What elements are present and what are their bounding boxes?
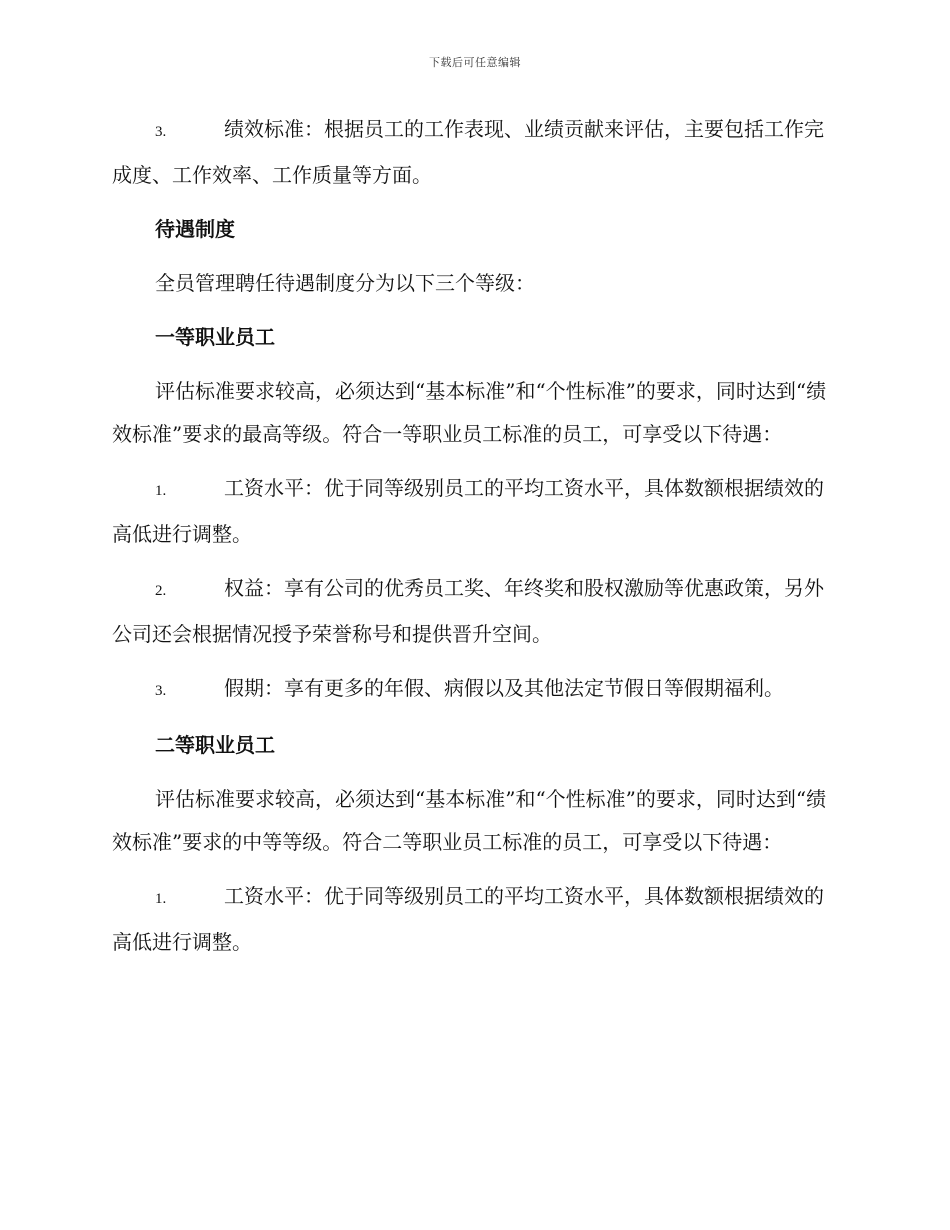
list-item-text: 假期：享有更多的年假、病假以及其他法定节假日等假期福利。	[224, 676, 784, 700]
paragraph-first-class: 评估标准要求较高，必须达到“基本标准”和“个性标准”的要求，同时达到“绩效标准”要求的最高等级。符合一等职业员工标准的员工，可享受以下待遇：	[112, 379, 827, 446]
list-item-performance-standard	[112, 108, 834, 197]
paragraph-intro: 全员管理聘任待遇制度分为以下三个等级：	[155, 271, 535, 295]
list-number: 3.	[155, 124, 167, 140]
list-number: 3.	[155, 683, 167, 699]
list-number: 2.	[155, 583, 167, 599]
list-item-holidays	[112, 667, 834, 713]
list-number: 1.	[155, 483, 167, 499]
list-item-salary-second	[112, 875, 834, 964]
section-heading-treatment: 待遇制度	[155, 217, 235, 241]
section-heading-second-class: 二等职业员工	[155, 733, 275, 757]
list-item-text: 工资水平：优于同等级别员工的平均工资水平，具体数额根据绩效的高低进行调整。	[112, 476, 824, 546]
list-number: 1.	[155, 891, 167, 907]
list-item-text: 绩效标准：根据员工的工作表现、业绩贡献来评估，主要包括工作完成度、工作效率、工作质量等方面。	[112, 117, 824, 187]
page-header: 下载后可任意编辑	[429, 56, 521, 69]
section-heading-first-class: 一等职业员工	[155, 325, 275, 349]
list-item-text: 权益：享有公司的优秀员工奖、年终奖和股权激励等优惠政策，另外公司还会根据情况授予荣誉称号和提供晋升空间。	[112, 576, 824, 646]
list-item-text: 工资水平：优于同等级别员工的平均工资水平，具体数额根据绩效的高低进行调整。	[112, 884, 824, 954]
paragraph-second-class: 评估标准要求较高，必须达到“基本标准”和“个性标准”的要求，同时达到“绩效标准”要求的中等等级。符合二等职业员工标准的员工，可享受以下待遇：	[112, 787, 827, 854]
list-item-rights	[112, 567, 834, 656]
document-body	[112, 108, 834, 975]
list-item-salary	[112, 467, 834, 556]
